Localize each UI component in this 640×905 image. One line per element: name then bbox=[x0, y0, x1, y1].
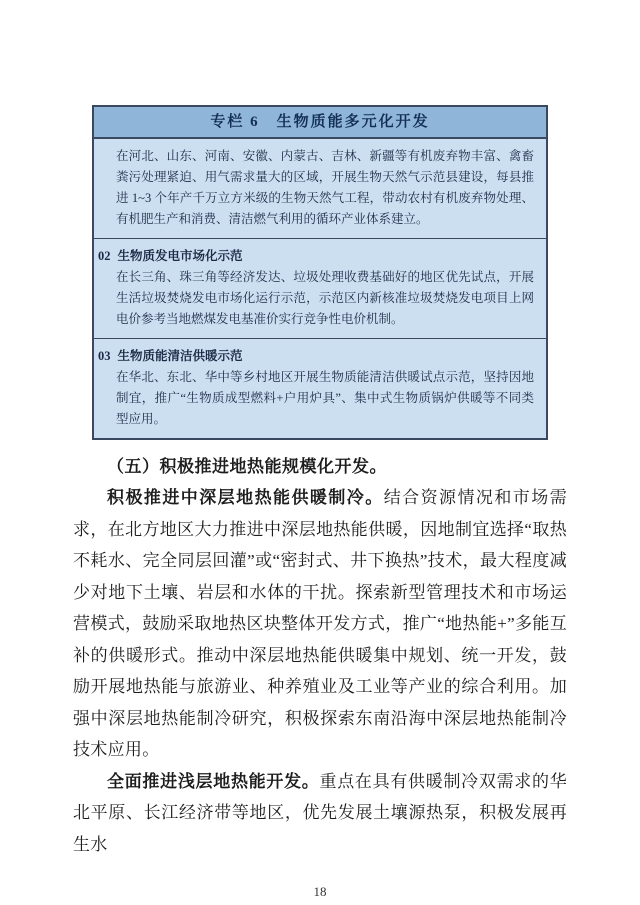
section-heading: （五）积极推进地热能规模化开发。 bbox=[107, 457, 387, 476]
callout-section-text: 在河北、山东、河南、安徽、内蒙古、吉林、新疆等有机废弃物丰富、禽畜粪污处理紧迫、用气需求量大的区域，开展生物天然气示范县建设，每县推进 1~3 个年产千万立方米级的生物天然气工程，带动农村有机废弃物处理、有机肥生产和消费、清洁燃气利用的循环产业体系建立。 bbox=[116, 149, 534, 226]
section-title: 生物质发电市场化示范 bbox=[117, 249, 243, 263]
paragraph-shallow-geothermal bbox=[73, 766, 567, 861]
callout-section-clean-heating bbox=[94, 338, 546, 438]
section-title: 生物质能清洁供暖示范 bbox=[117, 349, 243, 363]
callout-section-heading bbox=[98, 346, 534, 367]
paragraph-text: 重点在具有供暖制冷双需求的华北平原、长江经济带等地区，优先发展土壤源热泵，积极发展再生水 bbox=[73, 771, 567, 854]
callout-section-text: 在华北、东北、华中等乡村地区开展生物质能清洁供暖试点示范，坚持因地制宜，推广“生物质成型燃料+户用炉具”、集中式生物质锅炉供暖等不同类型应用。 bbox=[116, 370, 534, 426]
callout-section-heading bbox=[98, 246, 534, 267]
callout-section-text: 在长三角、珠三角等经济发达、垃圾处理收费基础好的地区优先试点，开展生活垃圾焚烧发电市场化运行示范，示范区内新核准垃圾焚烧发电项目上网电价参考当地燃煤发电基准价实行竞争性电价机制。 bbox=[116, 270, 534, 326]
paragraph-lead: 积极推进中深层地热能供暖制冷。 bbox=[107, 488, 384, 507]
page-number: 18 bbox=[313, 884, 327, 899]
callout-box-title: 专栏 6 生物质能多元化开发 bbox=[94, 107, 546, 139]
callout-box bbox=[92, 105, 548, 440]
callout-section-power-generation bbox=[94, 238, 546, 338]
paragraph-mid-deep-geothermal bbox=[73, 482, 567, 766]
section-number: 02 bbox=[98, 249, 111, 263]
callout-section-biogas bbox=[94, 139, 546, 238]
paragraph-lead: 全面推进浅层地热能开发。 bbox=[107, 771, 320, 791]
paragraph-text: 结合资源情况和市场需求，在北方地区大力推进中深层地热能供暖，因地制宜选择“取热不耗水、完全同层回灌”或“密封式、井下换热”技术，最大程度减少对地下土壤、岩层和水体的干扰。探索新型管理技术和市场运营模式，鼓励采取地热区块整体开发方式，推广“地热能+”多能互补的供暖形式。推动中深层地热能供暖集中规划、统一开发，鼓励开展地热能与旅游业、种养殖业及工业等产业的综合利用。加强中深层地热能制冷研究，积极探索东南沿海中深层地热能制冷技术应用。 bbox=[73, 488, 567, 759]
body-text bbox=[73, 451, 567, 860]
section-number: 03 bbox=[98, 349, 111, 363]
